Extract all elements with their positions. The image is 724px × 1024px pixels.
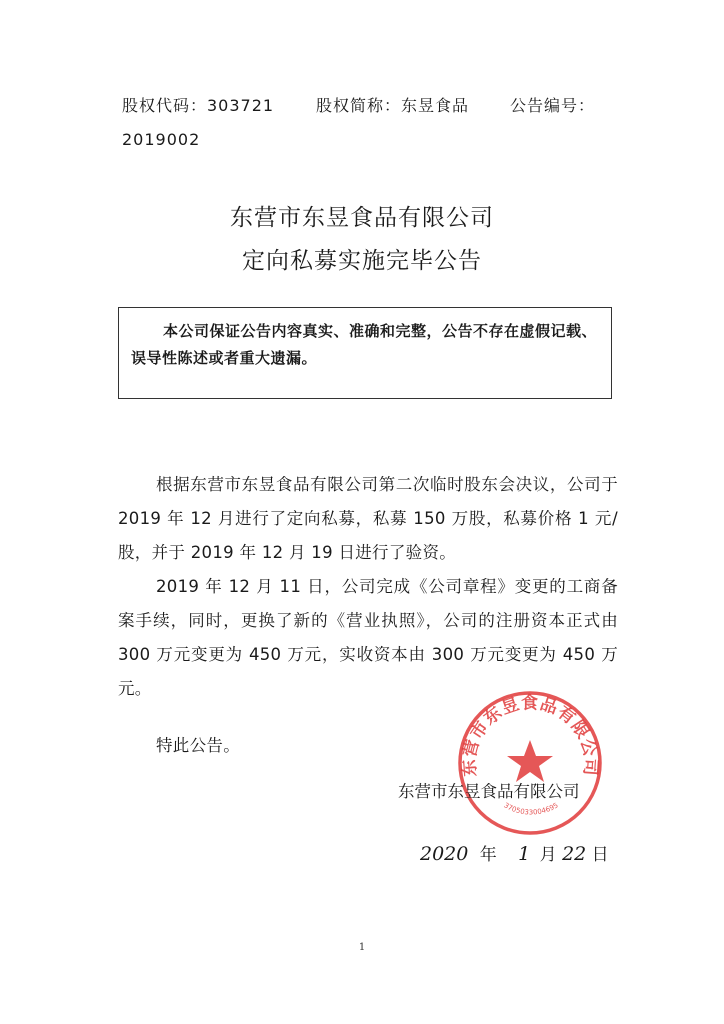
body-paragraph-1: 根据东营市东昱食品有限公司第二次临时股东会决议，公司于 2019 年 12 月进行了定向私募，私募 150 万股，私募价格 1 元/股，并于 2019 年 12 月 19 日进行了验资。 bbox=[118, 475, 618, 562]
stock-code: 股权代码：303721 bbox=[122, 96, 275, 115]
date-year-handwritten: 2020 bbox=[420, 843, 469, 865]
notice-number-value: 2019002 bbox=[122, 130, 201, 149]
date-month-handwritten: 1 bbox=[518, 843, 531, 865]
notice-title: 定向私募实施完毕公告 bbox=[242, 248, 482, 274]
seal-company-text: 东营市东昱食品有限公司 bbox=[459, 693, 601, 778]
body-paragraph-2: 2019 年 12 月 11 日，公司完成《公司章程》变更的工商备案手续，同时，更换了新的《营业执照》，公司的注册资本正式由 300 万元变更为 450 万元，实收资本由 300 万元变更为 450 万元。 bbox=[118, 577, 618, 698]
guarantee-statement: 本公司保证公告内容真实、准确和完整，公告不存在虚假记载、误导性陈述或者重大遗漏。 bbox=[131, 322, 598, 367]
date-month-unit: 月 bbox=[539, 845, 557, 865]
seal-number: 3705033004695 bbox=[502, 801, 560, 817]
date-year-unit: 年 bbox=[479, 845, 497, 865]
date-day-handwritten: 22 bbox=[562, 843, 587, 865]
page-number: 1 bbox=[358, 942, 366, 953]
notice-number-label: 公告编号： bbox=[510, 96, 596, 115]
signature-company: 东营市东昱食品有限公司 bbox=[398, 782, 580, 801]
guarantee-statement-box bbox=[118, 307, 612, 399]
stock-short-name: 股权简称：东昱食品 bbox=[316, 96, 470, 115]
signature-date bbox=[420, 840, 609, 865]
body-paragraph-3: 特此公告。 bbox=[156, 736, 240, 755]
seal-star-icon bbox=[507, 740, 553, 782]
svg-text:3705033004695 bbox=[502, 801, 559, 816]
company-seal-stamp bbox=[455, 688, 605, 838]
company-title: 东营市东昱食品有限公司 bbox=[230, 205, 494, 231]
date-day-unit: 日 bbox=[591, 845, 609, 865]
